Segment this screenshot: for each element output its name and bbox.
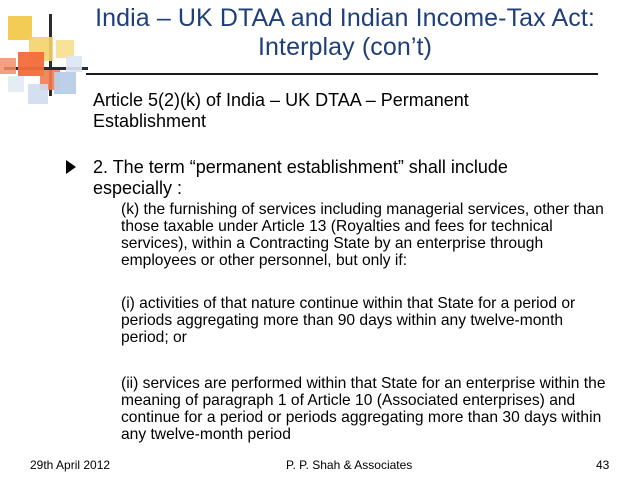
article-heading: Article 5(2)(k) of India – UK DTAA – Permanent Establishment xyxy=(93,90,469,131)
clause-i: (i) activities of that nature continue within that State for a period or periods aggregating more than 90 days within any twelve-month period; or xyxy=(121,295,576,346)
clause-k: (k) the furnishing of services including managerial services, other than those taxable under Article 13 (Royalties and fees for technical services), within a Contracting State by an enterprise through employees or other personnel, but only if: xyxy=(121,201,604,269)
title-divider xyxy=(86,73,598,75)
square-bullet-icon xyxy=(66,160,76,174)
page-number: 43 xyxy=(596,458,610,472)
clause-ii: (ii) services are performed within that State for an enterprise within the meaning of paragraph 1 of Article 10 (Associated enterprises) and continue for a period or periods aggregating more than 30 days within any twelve-month period xyxy=(121,375,606,443)
footer-presenter: P. P. Shah & Associates xyxy=(286,458,413,472)
bullet-item xyxy=(93,157,573,199)
footer-date: 29th April 2012 xyxy=(30,458,111,472)
decorative-squares-icon xyxy=(0,0,90,110)
bullet-text: 2. The term “permanent establishment” shall include especially : xyxy=(93,157,508,198)
slide-title: India – UK DTAA and Indian Income-Tax Act: Interplay (con’t) xyxy=(95,4,595,61)
